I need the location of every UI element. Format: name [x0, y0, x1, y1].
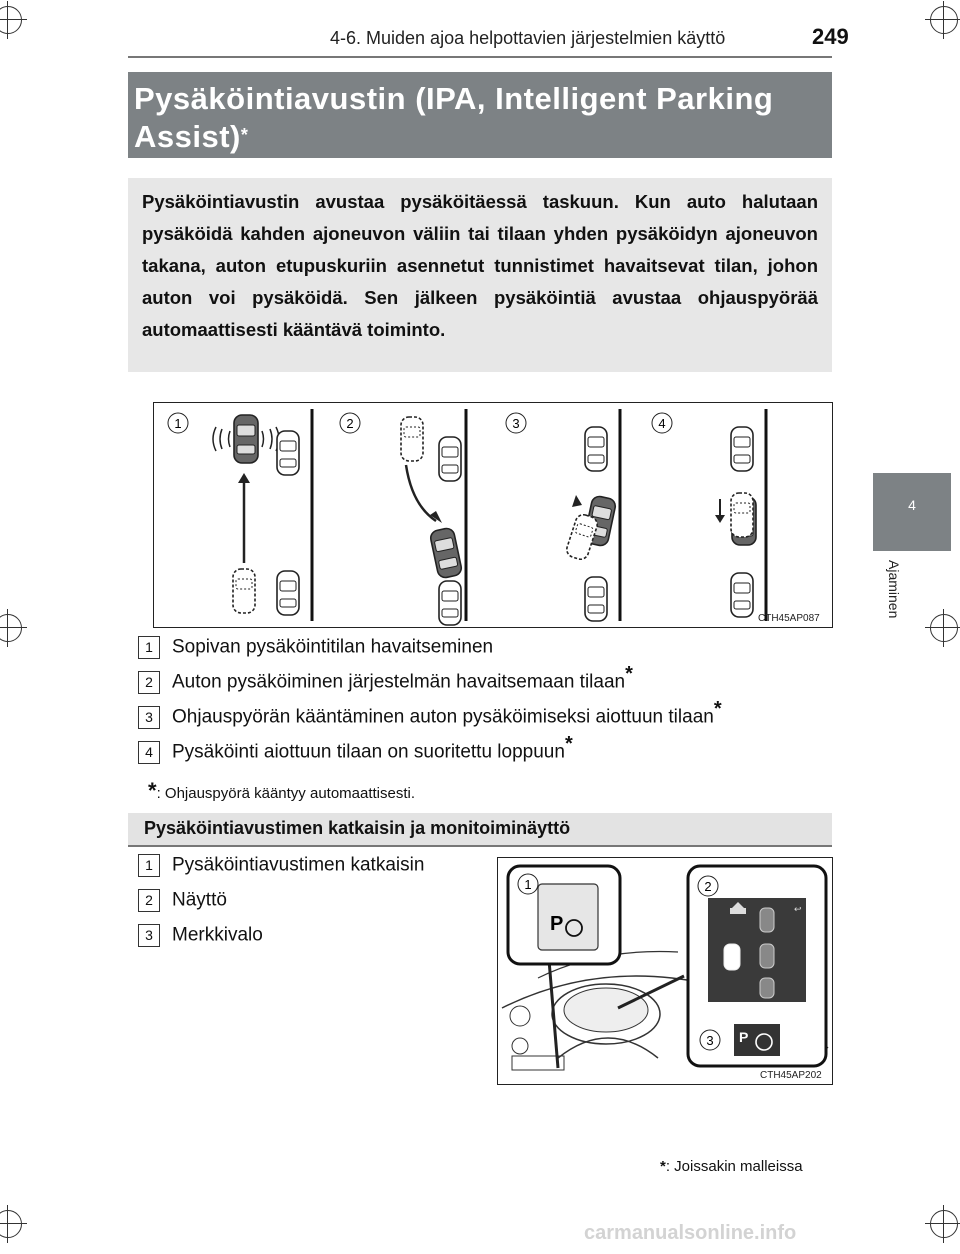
switch-display-figure	[497, 857, 833, 1085]
svg-text:3: 3	[706, 1033, 714, 1048]
step-1-label	[168, 413, 188, 433]
registration-mark	[0, 1210, 22, 1238]
header-section-title: 4-6. Muiden ajoa helpottavien järjestelmien käyttö	[330, 28, 726, 48]
figure2-label-3	[700, 1030, 720, 1050]
part-item: 1 Pysäköintiavustimen katkaisin	[138, 854, 424, 877]
chapter-tab: 4	[873, 473, 951, 551]
svg-text:2: 2	[704, 879, 712, 894]
figure-code: CTH45AP202	[760, 1070, 822, 1081]
step-item: 1 Sopivan pysäköintitilan havaitseminen	[138, 636, 493, 659]
bottom-footnote: *: Joissakin malleissa	[660, 1158, 803, 1175]
registration-mark	[930, 614, 958, 642]
dashboard-illustration	[498, 858, 832, 1084]
parking-switch-icon: P	[550, 913, 564, 935]
chapter-label: Ajaminen	[886, 560, 902, 619]
step-item: 2 Auton pysäköiminen järjestelmän havaitsemaan tilaan*	[138, 671, 633, 694]
svg-text:1: 1	[524, 877, 532, 892]
figure2-label-1	[518, 874, 538, 894]
parking-steps-illustration	[154, 403, 832, 627]
registration-mark	[0, 614, 22, 642]
registration-mark	[930, 1210, 958, 1238]
page-number: 249	[812, 24, 849, 49]
svg-text:4: 4	[658, 416, 666, 431]
step-4-label	[652, 413, 672, 433]
footnote: *: Ohjauspyörä kääntyy automaattisesti.	[148, 778, 416, 803]
part-item: 2 Näyttö	[138, 889, 227, 912]
registration-mark	[0, 6, 22, 34]
figure-code: CTH45AP087	[758, 613, 820, 624]
intro-text: Pysäköintiavustin avustaa pysäköitäessä taskuun. Kun auto halutaan pysäköidä kahden ajoneuvon väliin tai tilaan yhden pysäköidyn ajoneuvon takana, auton etupuskuriin asennetut tunnistimet havaitsevat tilan, johon auton voi pysäköidä. Sen jälkeen pysäköintiä avustaa ohjauspyörää automaattisesti kääntävä toiminto.	[142, 191, 818, 340]
svg-text:2: 2	[346, 416, 354, 431]
registration-mark	[930, 6, 958, 34]
svg-text:3: 3	[512, 416, 520, 431]
step-3-label	[506, 413, 526, 433]
step-2-label	[340, 413, 360, 433]
part-item: 3 Merkkivalo	[138, 924, 263, 947]
header-divider	[128, 56, 832, 58]
watermark: carmanualsonline.info	[584, 1222, 797, 1244]
svg-text:1: 1	[174, 416, 182, 431]
parking-steps-figure	[153, 402, 833, 628]
step-item: 3 Ohjauspyörän kääntäminen auton pysäköimiseksi aiottuun tilaan*	[138, 706, 722, 729]
page-title: Pysäköintiavustin (IPA, Intelligent Parking Assist)*	[134, 81, 774, 154]
svg-text:↩: ↩	[794, 904, 802, 914]
section-heading: Pysäköintiavustimen katkaisin ja monitoiminäyttö	[144, 818, 571, 838]
svg-text:P: P	[739, 1029, 749, 1045]
figure2-label-2	[698, 876, 718, 896]
step-item: 4 Pysäköinti aiottuun tilaan on suoritettu loppuun*	[138, 741, 573, 764]
